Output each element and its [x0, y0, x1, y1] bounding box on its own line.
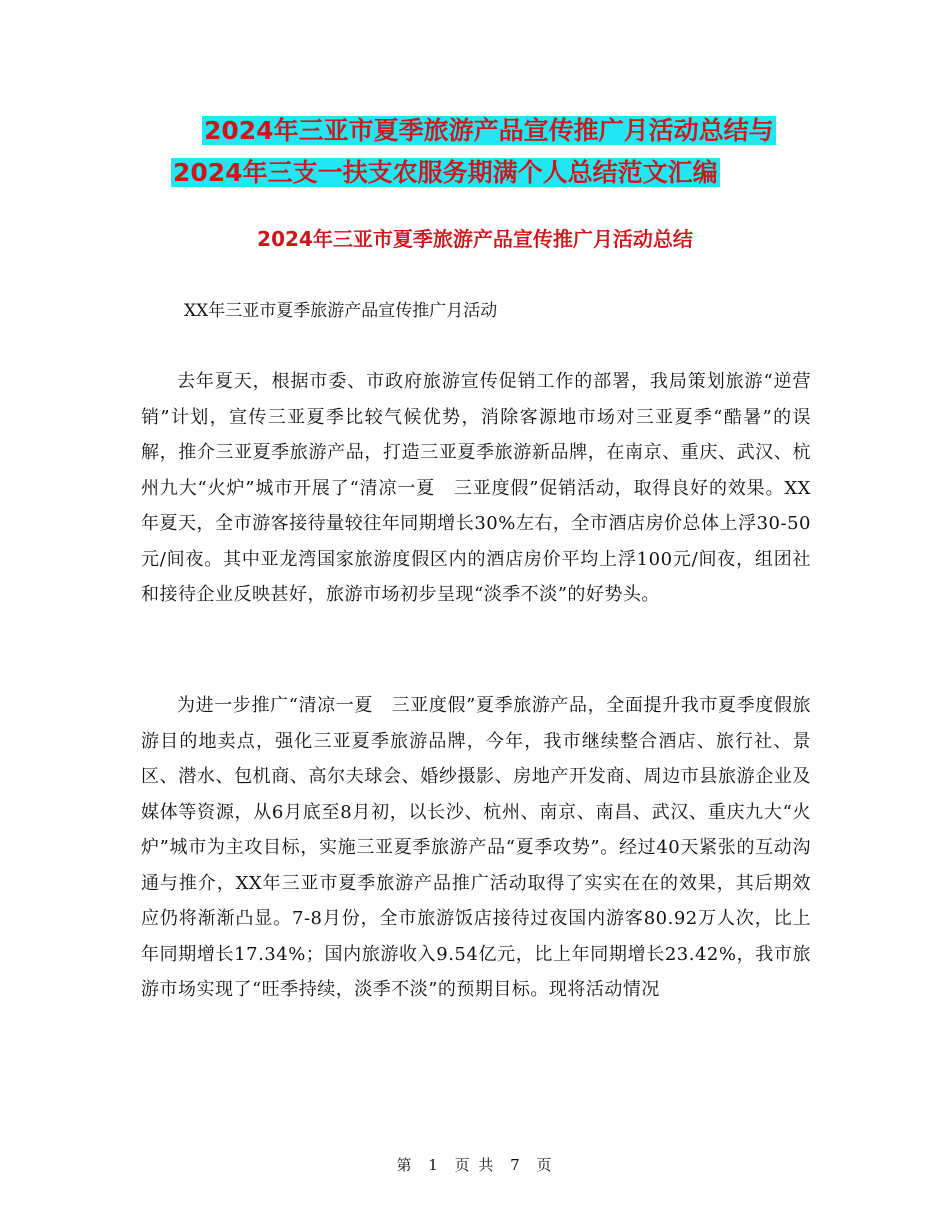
intro-line: XX年三亚市夏季旅游产品宣传推广月活动 [184, 301, 498, 321]
footer-suffix: 页 [536, 1156, 554, 1174]
title-line-1 [202, 112, 776, 150]
paragraph-1: 去年夏天，根据市委、市政府旅游宣传促销工作的部署，我局策划旅游“逆营销”计划，宣传三亚夏季比较气候优势，消除客源地市场对三亚夏季“酷暑”的误解，推介三亚夏季旅游产品，打造三亚夏季旅游新品牌，在南京、重庆、武汉、杭州九大“火炉”城市开展了“清凉一夏 三亚度假”促销活动，取得良好的效果。XX年夏天，全市游客接待量较往年同期增长30%左右，全市酒店房价总体上浮30-50元/间夜。其中亚龙湾国家旅游度假区内的酒店房价平均上浮100元/间夜，组团社和接待企业反映甚好，旅游市场初步呈现“淡季不淡”的好势头。 [141, 371, 811, 605]
footer-prefix: 第 [396, 1156, 414, 1174]
footer-total-pages: 7 [510, 1156, 522, 1174]
paragraph-2: 为进一步推广“清凉一夏 三亚度假”夏季旅游产品，全面提升我市夏季度假旅游目的地卖点，强化三亚夏季旅游品牌，今年，我市继续整合酒店、旅行社、景区、潜水、包机商、高尔夫球会、婚纱摄影、房地产开发商、周边市县旅游企业及媒体等资源，从6月底至8月初，以长沙、杭州、南京、南昌、武汉、重庆九大“火炉”城市为主攻目标，实施三亚夏季旅游产品“夏季攻势”。经过40天紧张的互动沟通与推介，XX年三亚市夏季旅游产品推广活动取得了实实在在的效果，其后期效应仍将渐渐凸显。7-8月份，全市旅游饭店接待过夜国内游客80.92万人次，比上年同期增长17.34%；国内旅游收入9.54亿元，比上年同期增长23.42%，我市旅游市场实现了“旺季持续，淡季不淡”的预期目标。现将活动情况 [141, 695, 811, 1000]
footer-middle: 页 共 [454, 1156, 496, 1174]
section-heading: 2024年三亚市夏季旅游产品宣传推广月活动总结 [257, 227, 693, 251]
page-footer [0, 1154, 950, 1175]
title-line-2 [171, 154, 720, 192]
title-line-2-text: 2024年三支一扶支农服务期满个人总结范文汇编 [173, 158, 718, 187]
footer-page-number: 1 [428, 1156, 440, 1174]
title-line-1-text: 2024年三亚市夏季旅游产品宣传推广月活动总结与 [204, 116, 774, 145]
